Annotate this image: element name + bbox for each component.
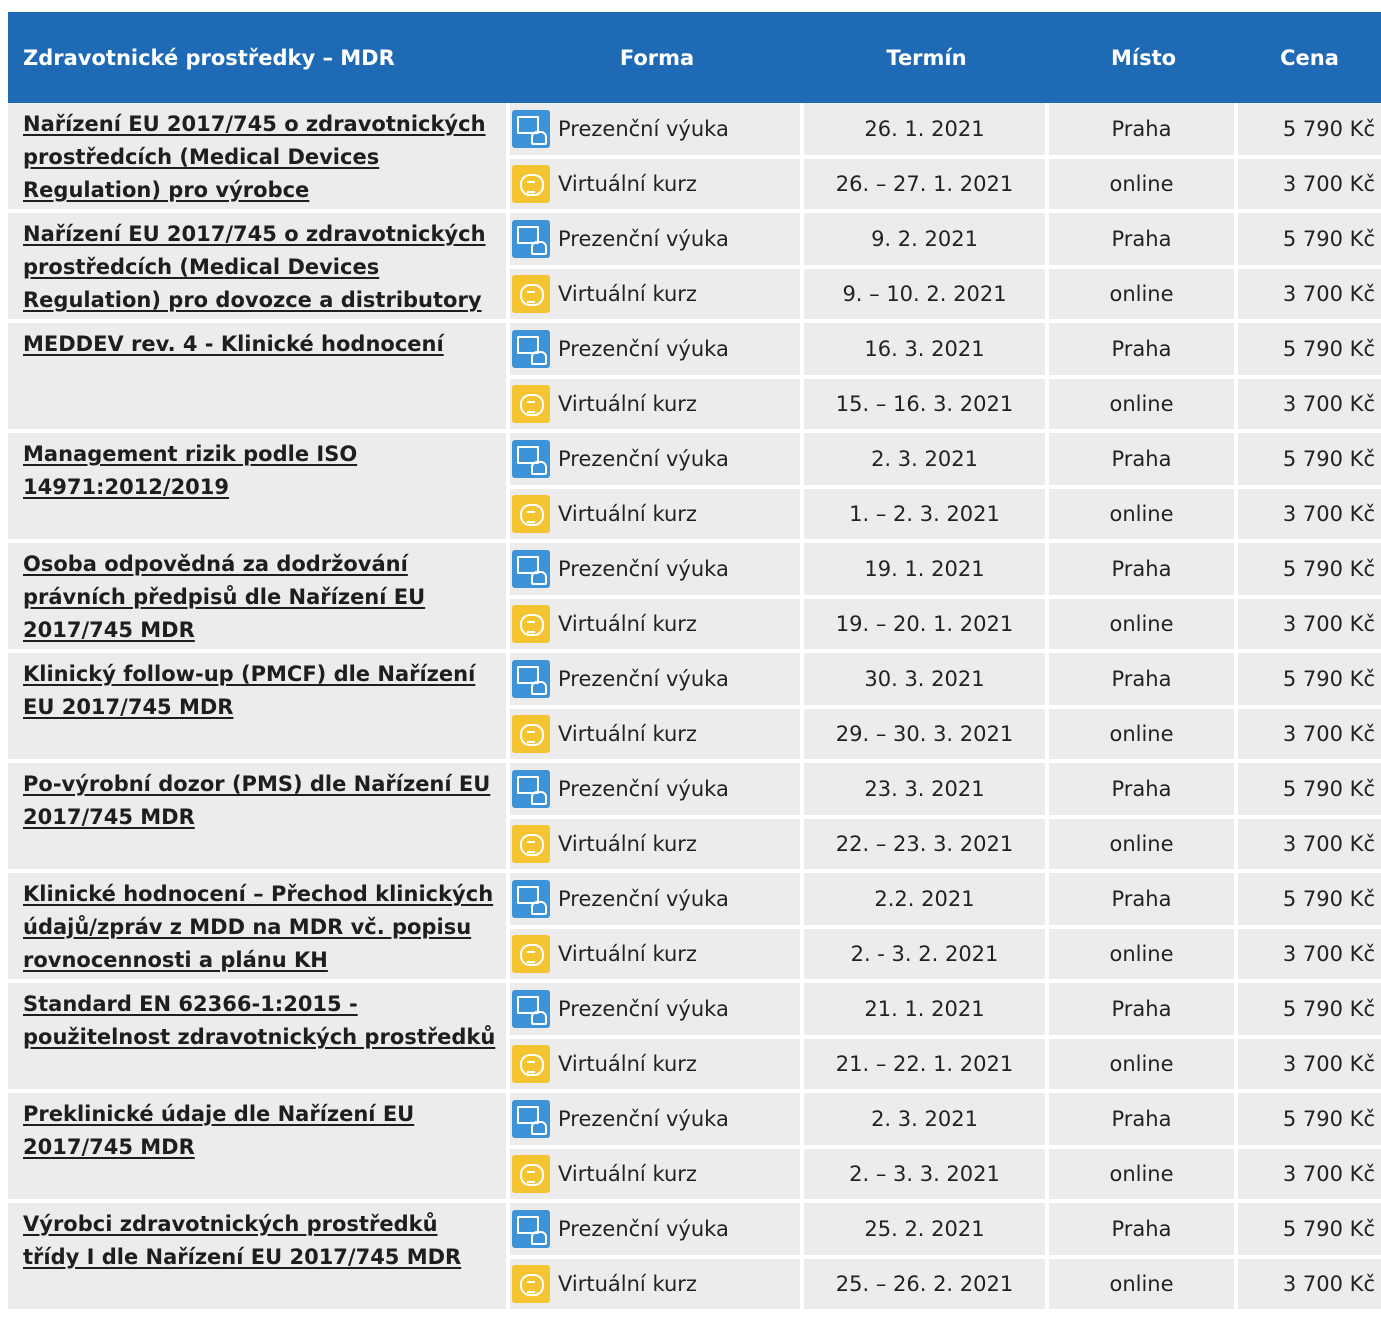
price-cell: 5 790 Kč bbox=[1238, 763, 1381, 819]
date-cell: 23. 3. 2021 bbox=[804, 763, 1049, 819]
table-row bbox=[8, 433, 1381, 489]
date-cell: 25. 2. 2021 bbox=[804, 1203, 1049, 1259]
price-cell: 5 790 Kč bbox=[1238, 1203, 1381, 1259]
form-label: Virtuální kurz bbox=[558, 942, 697, 966]
date-cell: 25. – 26. 2. 2021 bbox=[804, 1259, 1049, 1313]
price-cell: 5 790 Kč bbox=[1238, 433, 1381, 489]
table-header bbox=[8, 12, 1381, 103]
table-body bbox=[8, 103, 1381, 1313]
presentation-icon bbox=[512, 1100, 550, 1138]
price-cell: 3 700 Kč bbox=[1238, 1259, 1381, 1313]
presentation-icon bbox=[512, 220, 550, 258]
course-title-link[interactable]: Nařízení EU 2017/745 o zdravotnických prostředcích (Medical Devices Regulation) pro dovozce a distributory bbox=[23, 222, 486, 312]
virtual-course-icon bbox=[512, 385, 550, 423]
form-cell bbox=[510, 763, 804, 819]
price-cell: 3 700 Kč bbox=[1238, 1039, 1381, 1093]
date-cell: 15. – 16. 3. 2021 bbox=[804, 379, 1049, 433]
form-cell bbox=[510, 159, 804, 213]
form-label: Prezenční výuka bbox=[558, 1107, 729, 1131]
virtual-course-icon bbox=[512, 1155, 550, 1193]
date-cell: 2. - 3. 2. 2021 bbox=[804, 929, 1049, 983]
place-cell: online bbox=[1049, 819, 1238, 873]
course-cell bbox=[8, 983, 510, 1093]
course-title-link[interactable]: Standard EN 62366-1:2015 - použitelnost zdravotnických prostředků bbox=[23, 992, 496, 1049]
place-cell: Praha bbox=[1049, 873, 1238, 929]
virtual-course-icon bbox=[512, 605, 550, 643]
course-title-link[interactable]: Osoba odpovědná za dodržování právních předpisů dle Nařízení EU 2017/745 MDR bbox=[23, 552, 426, 642]
header-place: Místo bbox=[1049, 12, 1238, 103]
form-label: Virtuální kurz bbox=[558, 502, 697, 526]
form-cell bbox=[510, 213, 804, 269]
form-cell bbox=[510, 819, 804, 873]
presentation-icon bbox=[512, 550, 550, 588]
place-cell: Praha bbox=[1049, 323, 1238, 379]
form-label: Prezenční výuka bbox=[558, 227, 729, 251]
course-cell bbox=[8, 433, 510, 543]
place-cell: online bbox=[1049, 1039, 1238, 1093]
form-label: Prezenční výuka bbox=[558, 1217, 729, 1241]
date-cell: 2. – 3. 3. 2021 bbox=[804, 1149, 1049, 1203]
table-row bbox=[8, 983, 1381, 1039]
date-cell: 2. 3. 2021 bbox=[804, 1093, 1049, 1149]
presentation-icon bbox=[512, 440, 550, 478]
course-cell bbox=[8, 763, 510, 873]
form-label: Prezenční výuka bbox=[558, 557, 729, 581]
place-cell: Praha bbox=[1049, 653, 1238, 709]
form-label: Virtuální kurz bbox=[558, 392, 697, 416]
course-title-link[interactable]: Nařízení EU 2017/745 o zdravotnických prostředcích (Medical Devices Regulation) pro výrobce bbox=[23, 112, 486, 202]
form-label: Virtuální kurz bbox=[558, 172, 697, 196]
course-cell bbox=[8, 103, 510, 213]
header-date: Termín bbox=[804, 12, 1049, 103]
table-row bbox=[8, 543, 1381, 599]
place-cell: Praha bbox=[1049, 543, 1238, 599]
place-cell: online bbox=[1049, 929, 1238, 983]
form-label: Virtuální kurz bbox=[558, 612, 697, 636]
form-cell bbox=[510, 1259, 804, 1313]
place-cell: online bbox=[1049, 379, 1238, 433]
date-cell: 1. – 2. 3. 2021 bbox=[804, 489, 1049, 543]
place-cell: Praha bbox=[1049, 1203, 1238, 1259]
form-label: Prezenční výuka bbox=[558, 777, 729, 801]
price-cell: 3 700 Kč bbox=[1238, 1149, 1381, 1203]
price-cell: 3 700 Kč bbox=[1238, 269, 1381, 323]
form-label: Virtuální kurz bbox=[558, 832, 697, 856]
date-cell: 26. 1. 2021 bbox=[804, 103, 1049, 159]
date-cell: 9. – 10. 2. 2021 bbox=[804, 269, 1049, 323]
price-cell: 3 700 Kč bbox=[1238, 489, 1381, 543]
place-cell: online bbox=[1049, 1149, 1238, 1203]
form-label: Virtuální kurz bbox=[558, 1052, 697, 1076]
form-cell bbox=[510, 599, 804, 653]
form-cell bbox=[510, 709, 804, 763]
date-cell: 16. 3. 2021 bbox=[804, 323, 1049, 379]
price-cell: 5 790 Kč bbox=[1238, 543, 1381, 599]
form-cell bbox=[510, 653, 804, 709]
course-title-link[interactable]: Preklinické údaje dle Nařízení EU 2017/745 MDR bbox=[23, 1102, 415, 1159]
course-schedule-table bbox=[8, 12, 1381, 1313]
virtual-course-icon bbox=[512, 1265, 550, 1303]
place-cell: Praha bbox=[1049, 213, 1238, 269]
place-cell: Praha bbox=[1049, 763, 1238, 819]
header-form: Forma bbox=[510, 12, 804, 103]
form-label: Prezenční výuka bbox=[558, 887, 729, 911]
date-cell: 2. 3. 2021 bbox=[804, 433, 1049, 489]
header-price: Cena bbox=[1238, 12, 1381, 103]
price-cell: 5 790 Kč bbox=[1238, 1093, 1381, 1149]
form-cell bbox=[510, 379, 804, 433]
presentation-icon bbox=[512, 880, 550, 918]
presentation-icon bbox=[512, 660, 550, 698]
course-cell bbox=[8, 1203, 510, 1313]
virtual-course-icon bbox=[512, 825, 550, 863]
date-cell: 21. – 22. 1. 2021 bbox=[804, 1039, 1049, 1093]
course-cell bbox=[8, 323, 510, 433]
form-cell bbox=[510, 1039, 804, 1093]
date-cell: 2.2. 2021 bbox=[804, 873, 1049, 929]
date-cell: 9. 2. 2021 bbox=[804, 213, 1049, 269]
course-cell bbox=[8, 1093, 510, 1203]
form-cell bbox=[510, 1149, 804, 1203]
form-cell bbox=[510, 543, 804, 599]
virtual-course-icon bbox=[512, 715, 550, 753]
table-row bbox=[8, 763, 1381, 819]
price-cell: 3 700 Kč bbox=[1238, 159, 1381, 213]
course-title-link[interactable]: Klinické hodnocení – Přechod klinických údajů/zpráv z MDD na MDR vč. popisu rovnocennosti a plánu KH bbox=[23, 882, 494, 972]
virtual-course-icon bbox=[512, 935, 550, 973]
presentation-icon bbox=[512, 770, 550, 808]
table-row bbox=[8, 323, 1381, 379]
price-cell: 5 790 Kč bbox=[1238, 323, 1381, 379]
table-row bbox=[8, 1203, 1381, 1259]
course-title-link[interactable]: Management rizik podle ISO 14971:2012/2019 bbox=[23, 442, 358, 499]
form-cell bbox=[510, 269, 804, 323]
price-cell: 3 700 Kč bbox=[1238, 379, 1381, 433]
table-row bbox=[8, 213, 1381, 269]
table-row bbox=[8, 873, 1381, 929]
place-cell: online bbox=[1049, 269, 1238, 323]
date-cell: 29. – 30. 3. 2021 bbox=[804, 709, 1049, 763]
place-cell: online bbox=[1049, 1259, 1238, 1313]
date-cell: 21. 1. 2021 bbox=[804, 983, 1049, 1039]
form-cell bbox=[510, 323, 804, 379]
price-cell: 3 700 Kč bbox=[1238, 599, 1381, 653]
virtual-course-icon bbox=[512, 165, 550, 203]
course-title-link[interactable]: Klinický follow-up (PMCF) dle Nařízení EU 2017/745 MDR bbox=[23, 662, 476, 719]
form-label: Virtuální kurz bbox=[558, 1272, 697, 1296]
place-cell: Praha bbox=[1049, 103, 1238, 159]
form-cell bbox=[510, 929, 804, 983]
price-cell: 5 790 Kč bbox=[1238, 983, 1381, 1039]
table-row bbox=[8, 653, 1381, 709]
table-row bbox=[8, 1093, 1381, 1149]
course-cell bbox=[8, 653, 510, 763]
date-cell: 19. – 20. 1. 2021 bbox=[804, 599, 1049, 653]
price-cell: 5 790 Kč bbox=[1238, 873, 1381, 929]
price-cell: 5 790 Kč bbox=[1238, 103, 1381, 159]
presentation-icon bbox=[512, 990, 550, 1028]
table-row bbox=[8, 103, 1381, 159]
place-cell: Praha bbox=[1049, 983, 1238, 1039]
form-label: Virtuální kurz bbox=[558, 722, 697, 746]
form-cell bbox=[510, 1093, 804, 1149]
form-label: Virtuální kurz bbox=[558, 282, 697, 306]
course-title-link[interactable]: Výrobci zdravotnických prostředků třídy I dle Nařízení EU 2017/745 MDR bbox=[23, 1212, 462, 1269]
place-cell: online bbox=[1049, 709, 1238, 763]
header-course: Zdravotnické prostředky – MDR bbox=[8, 12, 510, 103]
form-cell bbox=[510, 433, 804, 489]
form-cell bbox=[510, 103, 804, 159]
date-cell: 19. 1. 2021 bbox=[804, 543, 1049, 599]
course-cell bbox=[8, 873, 510, 983]
presentation-icon bbox=[512, 1210, 550, 1248]
price-cell: 3 700 Kč bbox=[1238, 709, 1381, 763]
date-cell: 22. – 23. 3. 2021 bbox=[804, 819, 1049, 873]
place-cell: online bbox=[1049, 159, 1238, 213]
course-cell bbox=[8, 213, 510, 323]
course-title-link[interactable]: MEDDEV rev. 4 - Klinické hodnocení bbox=[23, 332, 444, 356]
place-cell: online bbox=[1049, 489, 1238, 543]
form-cell bbox=[510, 983, 804, 1039]
presentation-icon bbox=[512, 110, 550, 148]
place-cell: Praha bbox=[1049, 1093, 1238, 1149]
form-cell bbox=[510, 1203, 804, 1259]
virtual-course-icon bbox=[512, 1045, 550, 1083]
date-cell: 26. – 27. 1. 2021 bbox=[804, 159, 1049, 213]
price-cell: 5 790 Kč bbox=[1238, 653, 1381, 709]
form-label: Prezenční výuka bbox=[558, 997, 729, 1021]
price-cell: 3 700 Kč bbox=[1238, 819, 1381, 873]
place-cell: Praha bbox=[1049, 433, 1238, 489]
price-cell: 3 700 Kč bbox=[1238, 929, 1381, 983]
date-cell: 30. 3. 2021 bbox=[804, 653, 1049, 709]
form-label: Virtuální kurz bbox=[558, 1162, 697, 1186]
price-cell: 5 790 Kč bbox=[1238, 213, 1381, 269]
form-label: Prezenční výuka bbox=[558, 667, 729, 691]
form-label: Prezenční výuka bbox=[558, 447, 729, 471]
place-cell: online bbox=[1049, 599, 1238, 653]
form-cell bbox=[510, 489, 804, 543]
form-cell bbox=[510, 873, 804, 929]
virtual-course-icon bbox=[512, 275, 550, 313]
course-cell bbox=[8, 543, 510, 653]
form-label: Prezenční výuka bbox=[558, 117, 729, 141]
course-title-link[interactable]: Po-výrobní dozor (PMS) dle Nařízení EU 2017/745 MDR bbox=[23, 772, 491, 829]
virtual-course-icon bbox=[512, 495, 550, 533]
presentation-icon bbox=[512, 330, 550, 368]
form-label: Prezenční výuka bbox=[558, 337, 729, 361]
